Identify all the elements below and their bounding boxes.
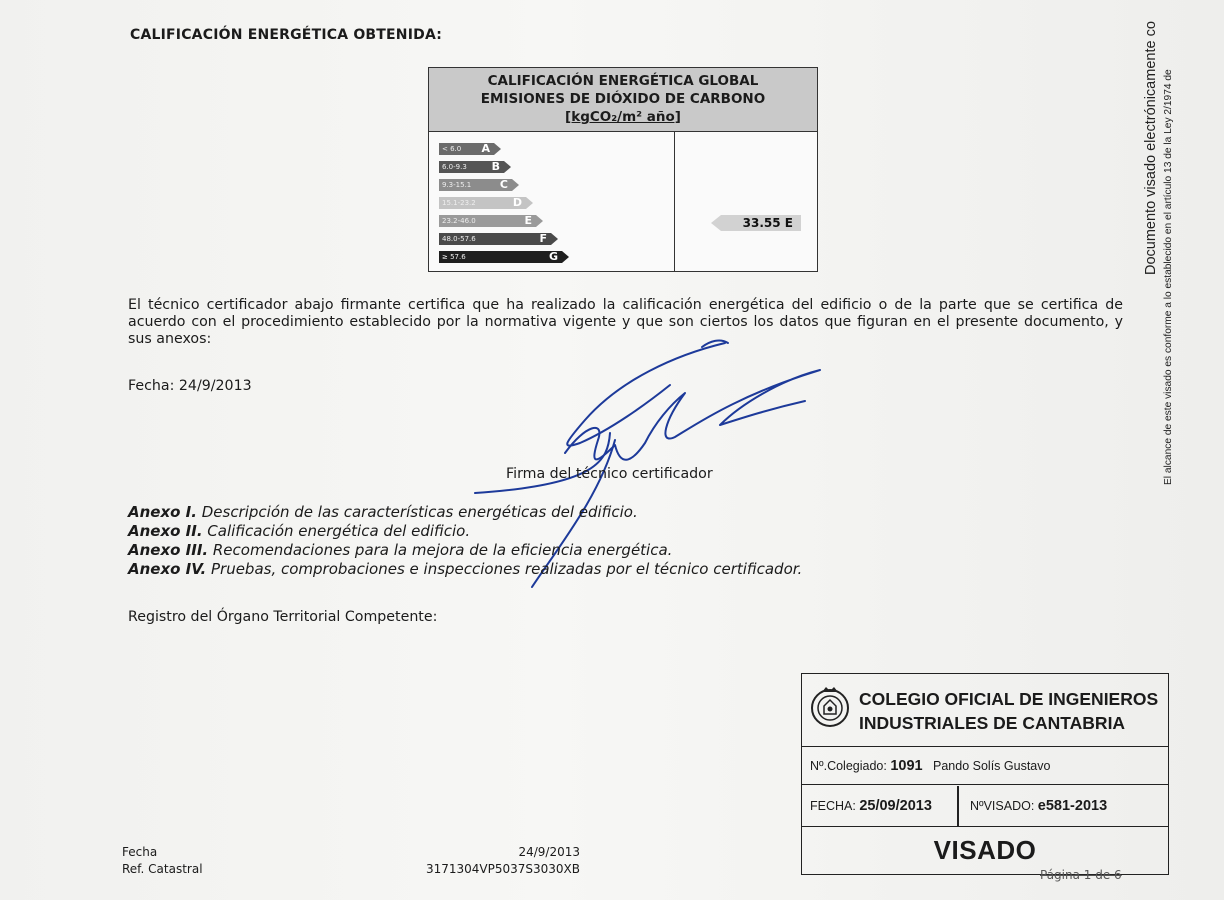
energy-result-arrow [721, 215, 801, 231]
energy-bar-e: 23.2-46.0 E [439, 215, 536, 227]
side-note-line2: El alcance de este visado es conforme a lo establecido en el artículo 13 de la Ley 2/1974 de [1163, 69, 1174, 485]
stamp-date-number: FECHA: 25/09/2013 NºVISADO: e581-2013 [802, 786, 1168, 827]
certification-paragraph: El técnico certificador abajo firmante certifica que ha realizado la calificación energética del edificio o de la parte que se certifica de acuerdo con el procedimiento establecido por la normativa vigente y que son ciertos los datos que figuran en el presente documento, y sus anexos: [128, 297, 1123, 347]
section-heading: CALIFICACIÓN ENERGÉTICA OBTENIDA: [130, 27, 443, 43]
crest-icon [809, 684, 851, 730]
energy-bar-a: < 6.0 A [439, 143, 494, 155]
official-stamp [801, 673, 1169, 875]
energy-label-title-2: EMISIONES DE DIÓXIDO DE CARBONO [480, 91, 766, 107]
footer-date-value: 24/9/2013 [518, 845, 580, 859]
stamp-colegiado: Nº.Colegiado: 1091 Pando Solís Gustavo [802, 747, 1168, 785]
registry-label: Registro del Órgano Territorial Competente: [128, 609, 438, 625]
footer-ref-value: 3171304VP5037S3030XB [425, 862, 580, 876]
energy-bar-g: ≥ 57.6 G [439, 251, 562, 263]
stamp-visado: VISADO [933, 835, 1037, 865]
annex-item: Anexo III. Recomendaciones para la mejora de la eficiencia energética. [128, 541, 673, 559]
page-number: Página 1 de 6 [1040, 868, 1122, 882]
annex-item: Anexo I. Descripción de las características energéticas del edificio. [128, 503, 638, 521]
side-note-line1: Documento visado electrónicamente co [1143, 21, 1159, 275]
energy-label-title-1: CALIFICACIÓN ENERGÉTICA GLOBAL [487, 73, 759, 89]
signature-caption: Firma del técnico certificador [506, 466, 713, 482]
footer-ref-label: Ref. Catastral [122, 862, 203, 876]
energy-bar-d: 15.1-23.2 D [439, 197, 526, 209]
energy-bar-f: 48.0-57.6 F [439, 233, 551, 245]
date-line: Fecha: 24/9/2013 [128, 378, 252, 394]
annex-item: Anexo II. Calificación energética del edificio. [128, 522, 471, 540]
energy-label-header [429, 68, 817, 132]
footer-date-label: Fecha [122, 845, 158, 859]
energy-result-value: 33.55 E [742, 216, 793, 230]
energy-label [428, 67, 818, 272]
side-note [1135, 0, 1215, 490]
annex-item: Anexo IV. Pruebas, comprobaciones e inspecciones realizadas por el técnico certificador. [128, 560, 803, 578]
energy-bar-c: 9.3-15.1 C [439, 179, 512, 191]
energy-label-unit: [kgCO₂/m² año] [565, 109, 681, 125]
stamp-organization: COLEGIO OFICIAL DE INGENIEROS INDUSTRIALES DE CANTABRIA [859, 689, 1159, 733]
energy-label-divider [674, 132, 675, 271]
energy-bar-b: 6.0-9.3 B [439, 161, 504, 173]
